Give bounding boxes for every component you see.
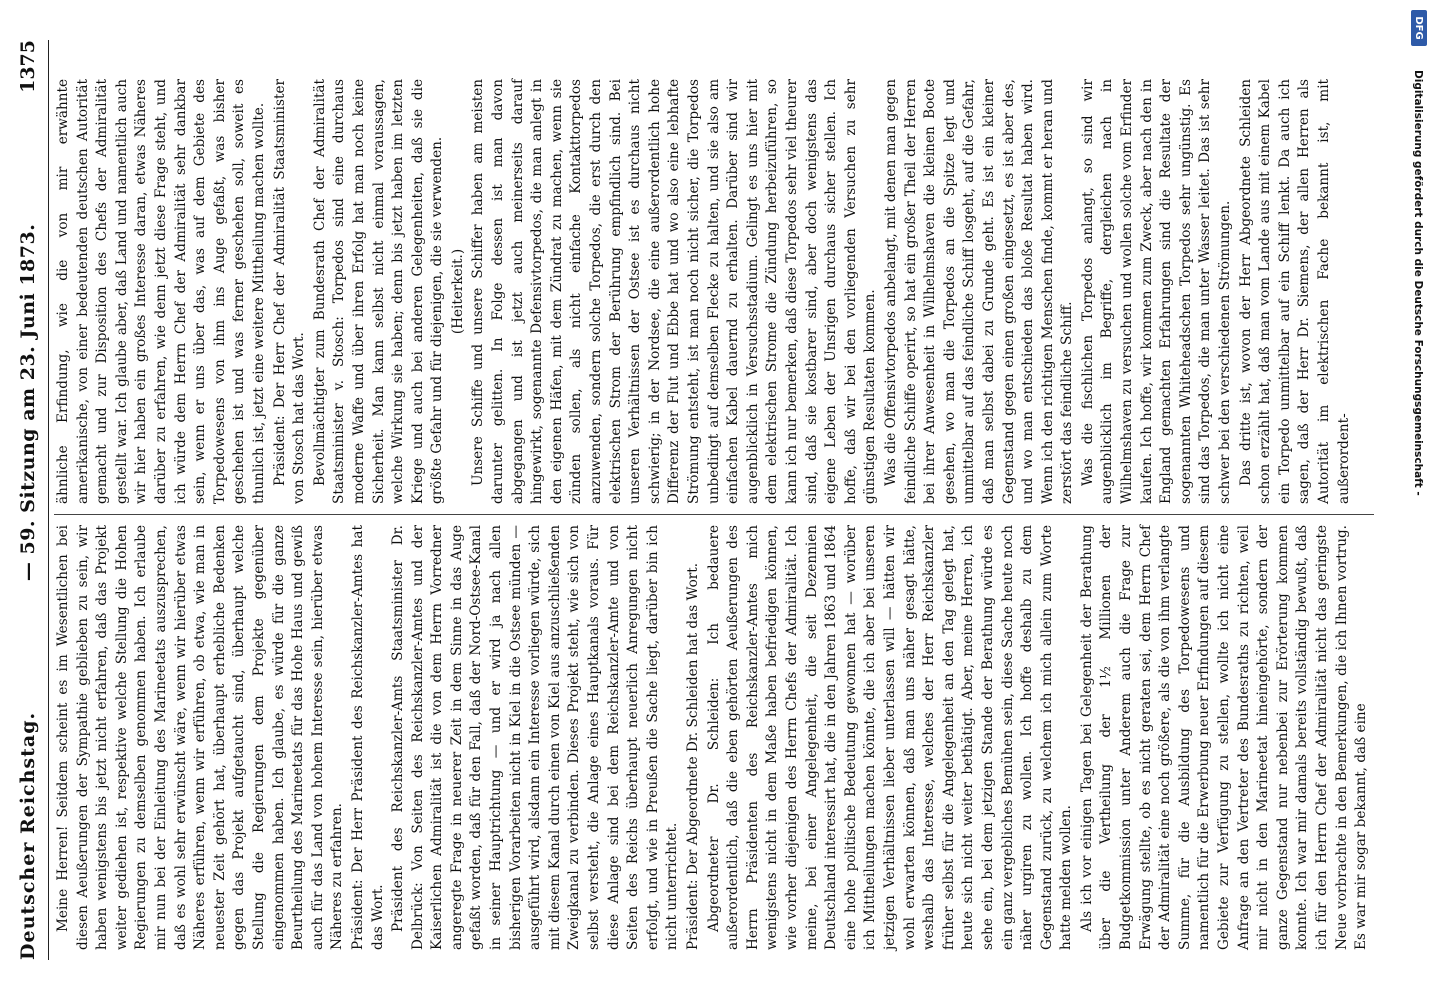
column-left [54, 515, 1374, 960]
paragraph: Präsident: Der Herr Präsident des Reichskanzler-Amtes hat das Wort. [349, 525, 386, 950]
paragraph: Abgeordneter Dr. Schleiden: Ich bedauere außerordentlich, daß die eben gehörten Aeußerungen des Herrn Präsidenten des Reichskanzler-Amtes mich wenigstens nicht in dem Maße haben befriedigen können, wie vorher diejenigen des Herrn Chefs der Admiralität. Ich meine, bei einer Angelegenheit, die seit Dezennien Deutschland interessirt hat, die in den Jahren 1863 und 1864 eine hohe politische Bedeutung gewonnen hat — worüber ich Mittheilungen machen könnte, die ich aber bei unseren jetzigen Verhältnissen lieber unterlassen will — hätten wir wohl erwarten können, daß man uns näher gesagt hätte, weshalb das Interesse, welches der Herr Reichskanzler früher selbst für die Angelegenheit an den Tag gelegt hat, heute sich nicht weiter bethätigt. Aber, meine Herren, ich sehe ein, bei dem jetzigen Stande der Berathung würde es ein ganz vergebliches Bemühen sein, diese Sache heute noch näher urgiren zu wollen. Ich hoffe deshalb zu dem Gegenstand zurück, zu welchem ich mich allein zum Worte hatte melden wollen. [705, 525, 1075, 950]
digitization-note [1409, 10, 1427, 990]
page-header [8, 40, 49, 960]
text-columns [54, 40, 1374, 960]
paragraph: Als ich vor einigen Tagen bei Gelegenheit der Berathung über die Vertheilung der 1½ Millionen der Budgetkommission unter Anderem auch die Frage zur Erwägung stellte, ob es nicht geraten sei, dem Herrn Chef der Admiralität eine noch größere, als die von ihm verlangte Summe, für die Ausbildung des Torpedowesens und namentlich für die Erwerbung neuer Erfindungen auf diesem Gebiete zur Verfügung zu stellen, wollte ich nicht eine Anfrage an den Vertreter des Bundesraths zu richten, weil mir nicht in den Marineetat hineingehörte, sondern der ganze Gegenstand nur nebenbei zur Erörterung kommen konnte. Ich war mir damals bereits vollständig bewußt, daß ich für den Herrn Chef der Admiralität nicht das geringste Neue vorbrachte in den Bemerkungen, die ich Ihnen vortrug. Es war mir sogar bekannt, daß eine [1078, 525, 1370, 950]
paragraph: ähnliche Erfindung, wie die von mir erwähnte amerikanische, von einer bedeutenden deutschen Autorität gemacht und zur Disposition des Chefs der Admiralität gestellt war. Ich glaube aber, daß Land und namentlich auch wir hier haben ein großes Interesse daran, etwas Näheres darüber zu erfahren, wie denn jetzt diese Frage steht, und ich würde dem Herrn Chef der Admiralität sehr dankbar sein, wenn er uns über das, was auf dem Gebiete des Torpedowesens von ihm ins Auge gefaßt, was bisher geschehen ist und was ferner geschehen soll, soweit es thunlich ist, jetzt eine weitere Mittheilung machen wollte. [55, 79, 267, 504]
header-session: — 59. Sitzung am 23. Juni 1873. [17, 223, 39, 582]
column-divider [54, 514, 1374, 515]
column-right [54, 69, 1374, 514]
paragraph: Was die fischlichen Torpedos anlangt, so sind wir augenblicklich im Begriffe, dergleichen nach in Wilhelmshaven zu versuchen und wollen solche vom Erfinder kaufen. Ich hoffe, wir kommen zum Zweck, aber nach den in England gemachten Erfahrungen sind die Resultate der sogenannten Whiteheadschen Torpedos sehr ungünstig. Es sind das Torpedos, die man unter Wasser leitet. Das ist sehr schwer bei den verschiedenen Strömungen. [1079, 79, 1234, 504]
dfg-logo [1411, 10, 1427, 46]
paragraph: Präsident: Der Abgeordnete Dr. Schleiden hat das Wort. [685, 562, 701, 950]
paragraph: Was die Offensivtorpedos anbelangt, mit denen man gegen feindliche Schiffe operirt, so hat ein großer Theil der Herren bei ihrer Anwesenheit in Wilhelmshaven die kleinen Boote gesehen, wo man die Torpedos an die Spitze legt und unmittelbar auf das feindliche Schiff losgeht, auf die Gefahr, daß man selbst dabei zu Grunde geht. Es ist ein kleiner Gegenstand gegen einen großen eingesetzt, es ist aber des, und wo man entschieden das bloße Resultat haben wird. Wenn ich den richtigen Menschen finde, kommt er heran und zerstört das feindliche Schiff. [882, 79, 1076, 504]
page-number: 1375 [17, 40, 39, 93]
header-title: Deutscher Reichstag. [17, 711, 39, 960]
digitization-note-text: Digitalisierung gefördert durch die Deutsche Forschungsgemeinschaft - [1412, 70, 1424, 496]
dfg-logo-text: DFG [1413, 16, 1425, 40]
paragraph: Unsere Schiffe und unsere Schiffer haben am meisten darunter gelitten. In Folge dessen ist man davon abgegangen und ist jetzt auch meinerseits darauf hingewirkt, sogenannte Defensivtorpedos, die man anlegt in den eigenen Häfen, mit dem Zündrat zu machen, wenn sie zünden sollen, als nicht einfache Kontakttorpedos anzuwenden, sondern solche Torpedos, die erst durch den elektrischen Strom der Berührung empfindlich sind. Bei unseren Verhältnissen der Ostsee ist es durchaus nicht schwierig; in der Nordsee, die eine außerordentlich hohe Differenz der Flut und Ebbe hat und wo also eine lebhafte Strömung entsteht, ist man noch nicht sicher, die Torpedos unbedingt auf demselben Flecke zu halten, und sie also am einfachen Kabel dauernd zu erhalten. Darüber sind wir augenblicklich in Versuchsstadium. Gelingt es uns hier mit dem elektrischen Strome die Zündung herbeizuführen, so kann ich nur bemerken, daß diese Torpedos sehr viel theurer sind, daß sie kostbarer sind, aber doch wenigstens das eigene Leben der Unsrigen durchaus sicher stellen. Ich hoffe, daß wir bei den vorliegenden Versuchen zu sehr günstigen Resultaten kommen. [470, 79, 879, 504]
paragraph: (Heiterkeit.) [449, 248, 466, 335]
paragraph: Bevollmächtigter zum Bundesrath Chef der Admiralität Staatsminister v. Stosch: Torpedos sind eine durchaus moderne Waffe und über ihren Erfolg hat man noch keine Sicherheit. Man kann selbst nicht einmal voraussagen, welche Wirkung sie haben; denn bis jetzt haben im letzten Kriege und auch bei anderen Gelegenheiten, daß sie die größte Gefahr und für diejenigen, die sie verwenden. [311, 79, 446, 504]
paragraph: Meine Herren! Seitdem scheint es im Wesentlichen bei diesen Aeußerungen der Sympathie geblieben zu sein, wir haben wenigstens bis jetzt nicht erfahren, daß das Projekt weiter gediehen ist, respektive welche Stellung die Hohen Regierungen zu demselben genommen haben. Ich erlaube mir nun bei der Einleitung des Marineetats auszusprechen, daß es wohl sehr erwünscht wäre, wenn wir hierüber etwas Näheres erführen, wenn wir erführen, ob etwa, wie man in neuester Zeit gehört hat, überhaupt erhebliche Bedenken gegen das Projekt aufgetaucht sind, überhaupt welche Stellung die Regierungen dem Projekte gegenüber eingenommen haben. Ich glaube, es würde für die ganze Beurtheilung des Marineetats für das Hohe Haus und gewiß auch für das Land von hohem Interesse sein, hierüber etwas Näheres zu erfahren. [55, 525, 346, 950]
paragraph: Präsident des Reichskanzler-Amts Staatsminister Dr. Delbrück: Von Seiten des Reichskanzler-Amtes und der Kaiserlichen Admiralität ist die von dem Herrn Vorredner angeregte Frage in neuerer Zeit in dem Sinne in das Auge gefaßt worden, daß für den Fall, daß der Nord-Ostsee-Kanal in seiner Hauptrichtung — und er wird ja nach allen bisherigen Vorarbeiten nicht in Kiel in die Ostsee münden — ausgeführt wird, alsdann ein Interesse vorliegen würde, sich mit diesem Kanal durch einen von Kiel aus anzuschließenden Zweigkanal zu verbinden. Dieses Projekt steht, wie sich von selbst versteht, die Anlage eines Hauptkanals voraus. Für diese Anlage sind bei dem Reichskanzler-Amte und von Seiten des Reichs überhaupt neuerlich Anregungen nicht erfolgt, und wie in Preußen die Sache liegt, darüber bin ich nicht unterrichtet. [390, 525, 681, 950]
paragraph: Präsident: Der Herr Chef der Admiralität Staatsminister von Stosch hat das Wort. [271, 79, 308, 504]
paragraph: Das dritte ist, wovon der Herr Abgeordnete Schleiden schon erzählt hat, daß man vom Lande aus mit einem Kabel ein Torpedo unmittelbar auf ein Schiff lenkt. Da auch ich sagen, daß der Herr Dr. Siemens, der allen Herren als Autorität im elektrischen Fache bekannt ist, mit außerordent- [1237, 79, 1352, 504]
